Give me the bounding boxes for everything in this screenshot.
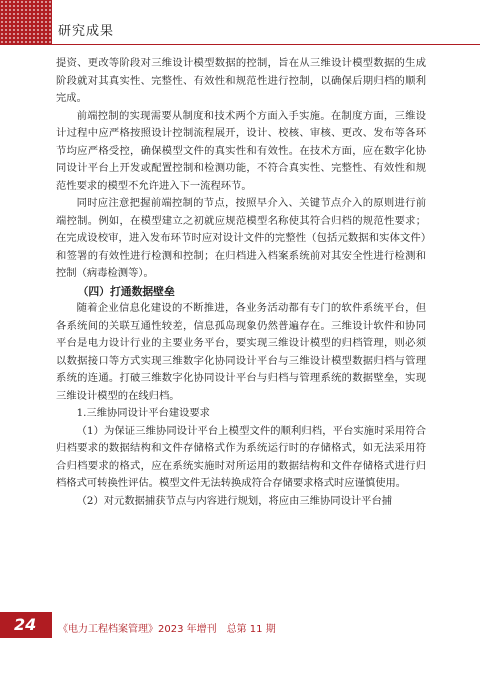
header-dot-pattern [0,0,52,45]
page-footer [0,612,480,640]
numbered-heading: 1.三维协同设计平台建设要求 [76,407,210,419]
page-number-box [0,612,52,638]
subheading: （四）打通数据壁垒 [77,284,175,298]
paragraph: 随着企业信息化建设的不断推进，各业务活动都有专门的软件系统平台，但各系统间的关联互通性较差，信息孤岛现象仍然普遍存在。三维设计软件和协同平台是电力设计行业的主要业务平台，要实现三维设计模型的归档管理，则必须以数据接口等方式实现三维数字化协同设计平台与三维设计模型数据归档与管理系统的连通。打破三维数字化协同设计平台与归档与管理系统的数据壁垒，实现三维设计模型的在线归档。 [56,302,426,402]
paragraph: 提资、更改等阶段对三维设计模型数据的控制，旨在从三维设计模型数据的生成阶段就对其真实性、完整性、有效性和规范性进行控制，以确保后期归档的顺利完成。 [56,57,426,104]
page-number: 24 [14,615,37,634]
journal-citation: 《电力工程档案管理》2023 年增刊 总第 11 期 [58,624,276,635]
paragraph: （1）为保证三维协同设计平台上模型文件的顺利归档，平台实施时采用符合归档要求的数据结构和文件存储格式作为系统运行时的存储格式，如无法采用符合归档要求的格式，应在系统实施时对所运用的数据结构和文件存储格式进行归档格式可转换性评估。模型文件无法转换成符合存储要求格式时应谨慎使用。 [56,424,426,489]
article-body [56,55,426,510]
header-divider [52,44,480,45]
page-header [0,0,480,45]
paragraph: （2）对元数据捕获节点与内容进行规划，将应由三维协同设计平台捕 [76,494,393,507]
paragraph: 同时应注意把握前端控制的节点，按照早介入、关键节点介入的原则进行前端控制。例如，在模型建立之初就应规范模型名称使其符合归档的规范性要求；在完成设校审，进入发布环节时应对设计文件的完整性（包括元数据和实体文件）和签署的有效性进行检测和控制；在归档进入档案系统前对其安全性进行检测和控制（病毒检测等）。 [56,197,426,279]
paragraph: 前端控制的实现需要从制度和技术两个方面入手实施。在制度方面，三维设计过程中应严格按照设计控制流程展开，设计、校核、审核、更改、发布等各环节均应严格受控，确保模型文件的真实性和有效性。在技术方面，应在数字化协同设计平台上开发或配置控制和检测功能，不符合真实性、完整性、有效性和规范性要求的模型不允许进入下一流程环节。 [56,109,426,192]
section-title: 研究成果 [58,24,115,39]
